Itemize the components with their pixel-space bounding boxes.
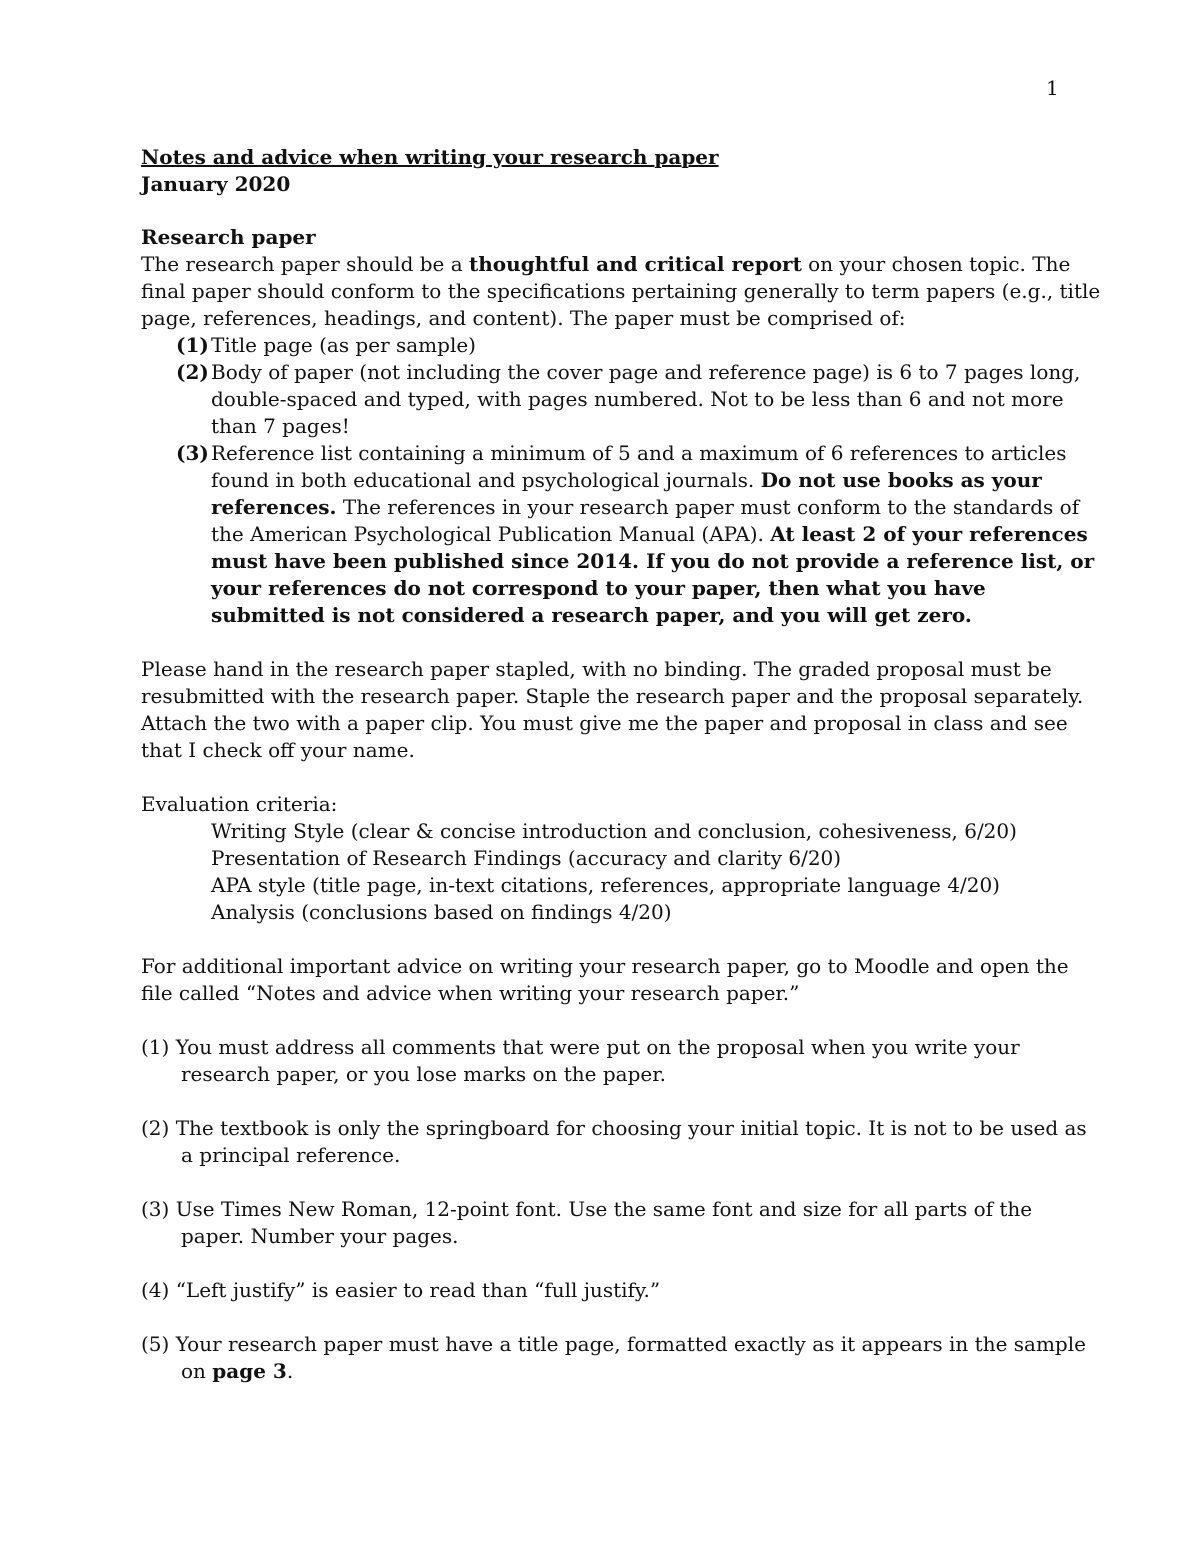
criteria-item: Analysis (conclusions based on findings 4/20)	[211, 900, 672, 924]
requirement-item	[141, 332, 1101, 359]
advice-item	[141, 1196, 1101, 1250]
requirement-text: Title page (as per sample)	[211, 333, 476, 357]
advice-item	[141, 1277, 1101, 1304]
requirement-item	[141, 359, 1101, 440]
advice-text: (5) Your research paper must have a title page, formatted exactly as it appears in the sample on page 3.	[141, 1332, 1086, 1383]
advice-item	[141, 1331, 1101, 1385]
requirement-number: (3)	[176, 441, 209, 465]
advice-item	[141, 1115, 1101, 1169]
criteria-item: APA style (title page, in-text citations, references, appropriate language 4/20)	[211, 873, 1000, 897]
section-heading: Research paper	[141, 225, 316, 249]
advice-text: (3) Use Times New Roman, 12-point font. Use the same font and size for all parts of the paper. Number your pages.	[141, 1197, 1033, 1248]
document-title: Notes and advice when writing your research paper	[141, 145, 719, 169]
page-number: 1	[1046, 76, 1059, 100]
advice-text: (1) You must address all comments that were put on the proposal when you write your research paper, or you lose marks on the paper.	[141, 1035, 1020, 1086]
advice-item	[141, 1034, 1101, 1088]
additional-advice-paragraph: For additional important advice on writing your research paper, go to Moodle and open the file called “Notes and advice when writing your research paper.”	[141, 954, 1069, 1005]
criteria-item: Presentation of Research Findings (accuracy and clarity 6/20)	[211, 846, 842, 870]
hand-in-paragraph: Please hand in the research paper stapled, with no binding. The graded proposal must be resubmitted with the research paper. Staple the research paper and the proposal separately. Attach the two with a paper clip. You must give me the paper and proposal in class and see that I check off your name.	[141, 657, 1084, 762]
requirements-list	[141, 332, 1101, 629]
document-date: January 2020	[141, 172, 291, 196]
document-body	[141, 144, 1101, 1385]
intro-paragraph: The research paper should be a thoughtful and critical report on your chosen topic. The final paper should conform to the specifications pertaining generally to term papers (e.g., title page, references, headings, and content). The paper must be comprised of:	[141, 252, 1101, 330]
evaluation-label: Evaluation criteria:	[141, 792, 338, 816]
requirement-text: Reference list containing a minimum of 5 and a maximum of 6 references to articles found in both educational and psychological journals. Do not use books as your references. The references in your research paper must conform to the standards of the American Psychological Publication Manual (APA). At least 2 of your references must have been published since 2014. If you do not provide a reference list, or your references do not correspond to your paper, then what you have submitted is not considered a research paper, and you will get zero.	[211, 441, 1095, 627]
requirement-item	[141, 440, 1101, 629]
evaluation-criteria-list	[141, 818, 1101, 926]
advice-text: (2) The textbook is only the springboard for choosing your initial topic. It is not to be used as a principal reference.	[141, 1116, 1087, 1167]
criteria-item: Writing Style (clear & concise introduction and conclusion, cohesiveness, 6/20)	[211, 819, 1017, 843]
requirement-number: (2)	[176, 360, 209, 384]
requirement-text: Body of paper (not including the cover page and reference page) is 6 to 7 pages long, double-spaced and typed, with pages numbered. Not to be less than 6 and not more than 7 pages!	[211, 360, 1081, 438]
advice-text: (4) “Left justify” is easier to read than “full justify.”	[141, 1278, 661, 1302]
requirement-number: (1)	[176, 333, 209, 357]
